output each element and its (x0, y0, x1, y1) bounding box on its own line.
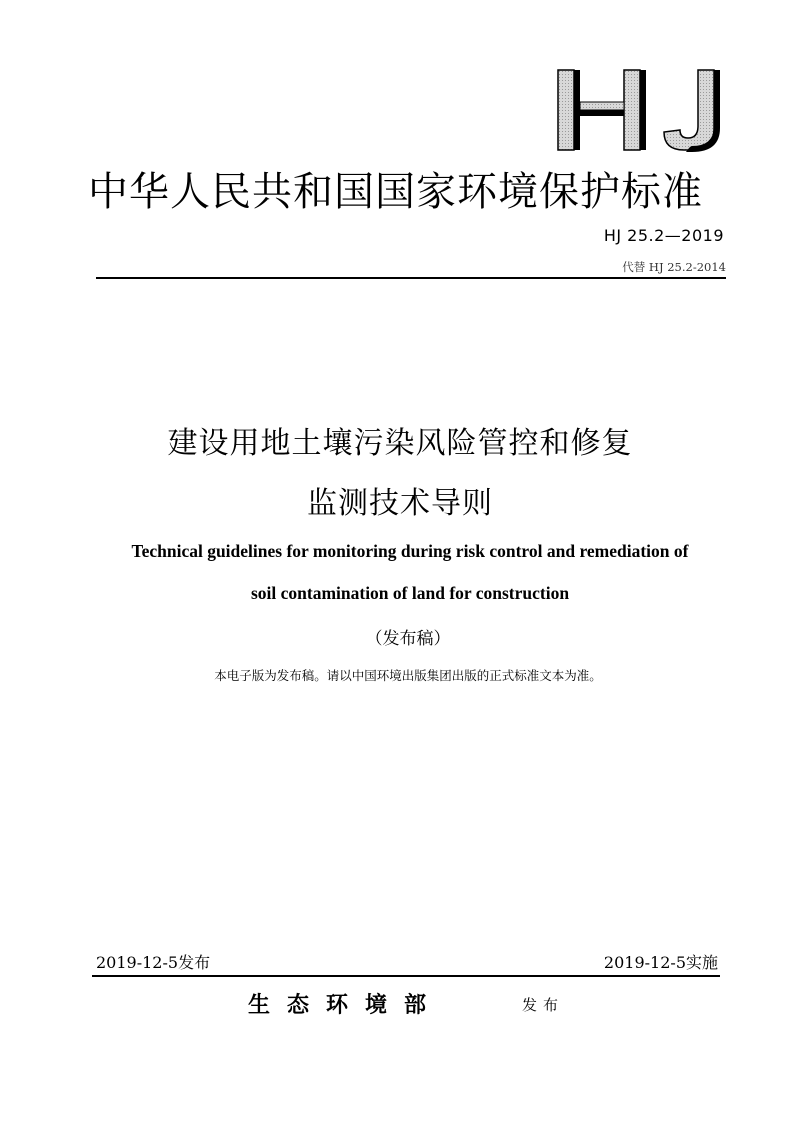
notice-text: 本电子版为发布稿。请以中国环境出版集团出版的正式标准文本为准。 (214, 668, 602, 683)
standard-number: HJ 25.2—2019 (603, 226, 724, 245)
effective-date: 2019-12-5实施 (603, 953, 718, 972)
en-title-line1: Technical guidelines for monitoring during risk control and remediation of (131, 541, 689, 561)
draft-label: （发布稿） (365, 629, 451, 649)
hj-logo-icon (556, 68, 726, 152)
en-title-line2: soil contamination of land for construction (250, 583, 570, 603)
cn-title-line1: 建设用地土壤污染风险管控和修复 (167, 426, 633, 461)
publish-suffix: 发布 (522, 996, 565, 1014)
header-divider (96, 277, 726, 279)
publisher-name: 生态环境部 (248, 993, 444, 1018)
replaces-standard: 代替 HJ 25.2-2014 (622, 260, 726, 274)
hj-logo (556, 68, 726, 152)
cn-title-line2: 监测技术导则 (307, 486, 493, 521)
issue-date: 2019-12-5发布 (96, 953, 211, 972)
organization-title: 中华人民共和国国家环境保护标准 (88, 169, 703, 215)
footer-divider (92, 975, 720, 977)
